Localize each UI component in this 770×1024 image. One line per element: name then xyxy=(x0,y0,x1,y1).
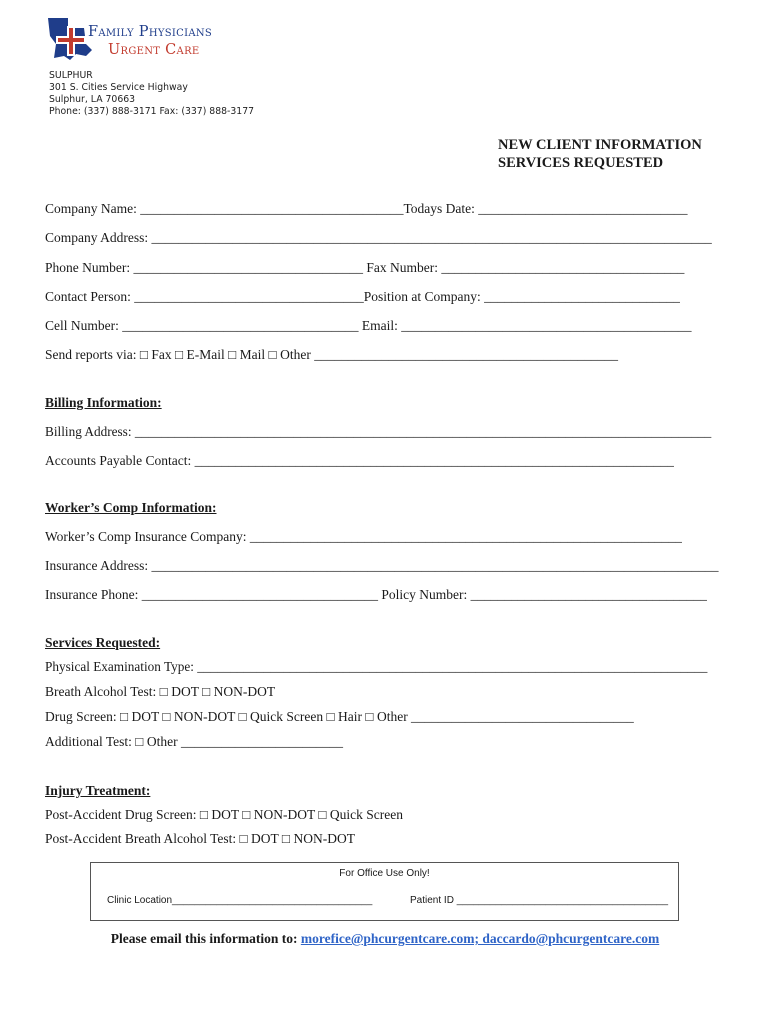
company-address-field[interactable]: Company Address: ___________________________________________________________________________________ xyxy=(45,230,712,245)
brand-name-line1: Family Physicians xyxy=(88,24,213,40)
cell-email-field[interactable]: Cell Number: ___________________________________ Email: ___________________________________________ xyxy=(45,318,692,333)
patient-id-field[interactable]: Patient ID ______________________________________ xyxy=(410,895,669,906)
phone-fax-field[interactable]: Phone Number: __________________________________ Fax Number: ____________________________________ xyxy=(45,260,685,275)
phone-fax: Phone: (337) 888-3171 Fax: (337) 888-3177 xyxy=(49,106,255,117)
email-prefix: Please email this information to: xyxy=(110,931,298,946)
billing-heading: Billing Information: xyxy=(45,395,162,410)
post-accident-breath-options[interactable]: Post-Accident Breath Alcohol Test: □ DOT □ NON-DOT xyxy=(45,831,355,846)
clinic-logo xyxy=(46,14,246,70)
insurance-address-field[interactable]: Insurance Address: ____________________________________________________________________________________ xyxy=(45,558,719,573)
form-title-line2: SERVICES REQUESTED xyxy=(498,155,664,171)
workers-comp-heading: Worker’s Comp Information: xyxy=(45,500,217,515)
office-use-box xyxy=(90,862,679,921)
insurance-phone-policy-field[interactable]: Insurance Phone: ___________________________________ Policy Number: ___________________________________ xyxy=(45,587,707,602)
form-title-line1: NEW CLIENT INFORMATION xyxy=(498,137,702,153)
clinic-location-field[interactable]: Clinic Location____________________________________ xyxy=(107,895,373,906)
email-instructions xyxy=(0,931,770,947)
send-reports-options[interactable]: Send reports via: □ Fax □ E-Mail □ Mail □ Other _____________________________________________ xyxy=(45,347,618,362)
city-address: Sulphur, LA 70663 xyxy=(49,94,136,105)
physical-exam-field[interactable]: Physical Examination Type: _____________________________________________________________________________ xyxy=(45,659,708,674)
contact-position-field[interactable]: Contact Person: __________________________________Position at Company: _____________________________ xyxy=(45,289,680,304)
company-name-field[interactable]: Company Name: _______________________________________Todays Date: _______________________________ xyxy=(45,201,688,216)
breath-alcohol-options[interactable]: Breath Alcohol Test: □ DOT □ NON-DOT xyxy=(45,684,276,699)
office-use-title: For Office Use Only! xyxy=(339,868,430,879)
billing-address-field[interactable]: Billing Address: _______________________________________________________________________________________ xyxy=(45,424,712,439)
street-address: 301 S. Cities Service Highway xyxy=(49,82,188,93)
louisiana-cross-logo-icon xyxy=(46,14,94,66)
accounts-payable-field[interactable]: Accounts Payable Contact: _______________________________________________________________________ xyxy=(45,453,674,468)
drug-screen-options[interactable]: Drug Screen: □ DOT □ NON-DOT □ Quick Screen □ Hair □ Other _________________________________ xyxy=(45,709,634,724)
additional-test-options[interactable]: Additional Test: □ Other ________________________ xyxy=(45,734,343,749)
injury-heading: Injury Treatment: xyxy=(45,783,151,798)
location-name: SULPHUR xyxy=(49,70,93,81)
services-heading: Services Requested: xyxy=(45,635,161,650)
workers-comp-company-field[interactable]: Worker’s Comp Insurance Company: ________________________________________________________________ xyxy=(45,529,682,544)
email-links[interactable]: morefice@phcurgentcare.com; daccardo@phcurgentcare.com xyxy=(300,931,660,946)
post-accident-drug-options[interactable]: Post-Accident Drug Screen: □ DOT □ NON-DOT □ Quick Screen xyxy=(45,807,404,822)
brand-name-line2: Urgent Care xyxy=(108,42,200,58)
